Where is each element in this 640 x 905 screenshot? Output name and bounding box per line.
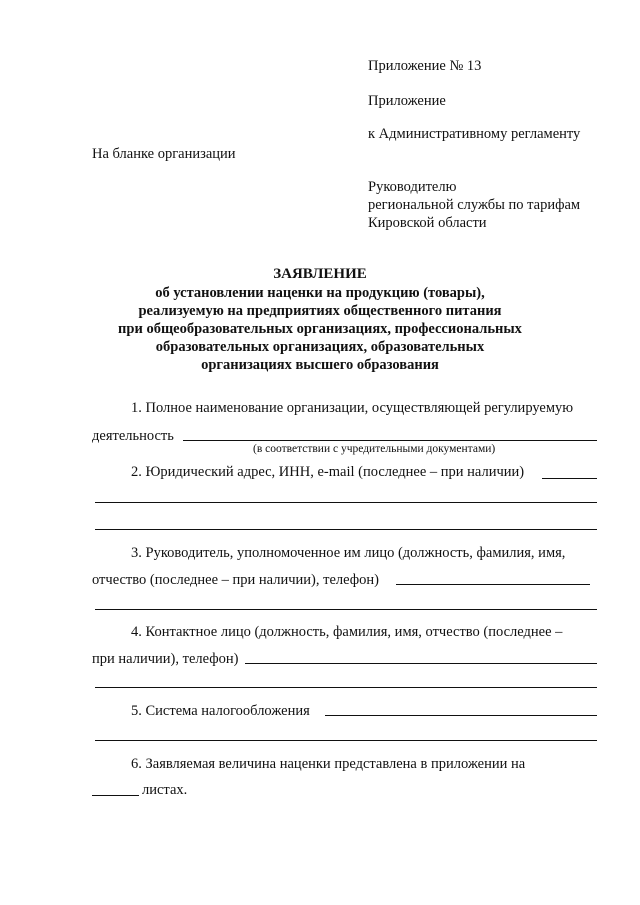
- item-1-line-1: 1. Полное наименование организации, осуществляющей регулируемую: [131, 400, 574, 416]
- addressee-line-1: Руководителю: [368, 179, 457, 195]
- appendix-number: Приложение № 13: [368, 58, 482, 74]
- item-6-line-1: 6. Заявляемая величина наценки представлена в приложении на: [131, 756, 526, 772]
- regulation-reference: к Административному регламенту: [368, 126, 581, 142]
- legal-address-field-line-3[interactable]: [95, 529, 597, 530]
- head-field-line-2[interactable]: [95, 609, 597, 610]
- item-6-line-2: листах.: [142, 782, 188, 798]
- org-name-field[interactable]: [183, 440, 597, 441]
- legal-address-field-line-2[interactable]: [95, 502, 597, 503]
- item-4-line-1: 4. Контактное лицо (должность, фамилия, имя, отчество (последнее –: [131, 624, 563, 640]
- title-line-2: реализуемую на предприятиях общественного питания: [138, 303, 502, 319]
- item-3-line-2: отчество (последнее – при наличии), телефон): [92, 572, 379, 588]
- item-1-note: (в соответствии с учредительными документами): [253, 443, 496, 455]
- addressee-line-3: Кировской области: [368, 215, 487, 231]
- document-title: ЗАЯВЛЕНИЕ: [273, 266, 367, 282]
- title-line-1: об установлении наценки на продукцию (товары),: [155, 285, 485, 301]
- sheets-count-field[interactable]: [92, 795, 139, 796]
- legal-address-field-inline[interactable]: [542, 478, 597, 479]
- addressee-line-2: региональной службы по тарифам: [368, 197, 581, 213]
- contact-field-inline[interactable]: [245, 663, 597, 664]
- item-1-line-2: деятельность: [92, 428, 174, 444]
- letterhead-note: На бланке организации: [92, 146, 236, 162]
- item-3-line-1: 3. Руководитель, уполномоченное им лицо (должность, фамилия, имя,: [131, 545, 566, 561]
- item-4-line-2: при наличии), телефон): [92, 651, 239, 667]
- item-2-text: 2. Юридический адрес, ИНН, e-mail (последнее – при наличии): [131, 464, 525, 480]
- appendix-label: Приложение: [368, 93, 446, 109]
- tax-system-field-line-2[interactable]: [95, 740, 597, 741]
- title-line-5: организациях высшего образования: [201, 357, 439, 373]
- title-line-4: образовательных организациях, образовательных: [155, 339, 485, 355]
- head-field-inline[interactable]: [396, 584, 590, 585]
- contact-field-line-2[interactable]: [95, 687, 597, 688]
- title-line-3: при общеобразовательных организациях, профессиональных: [118, 321, 522, 337]
- item-5-text: 5. Система налогообложения: [131, 703, 310, 719]
- tax-system-field-inline[interactable]: [325, 715, 597, 716]
